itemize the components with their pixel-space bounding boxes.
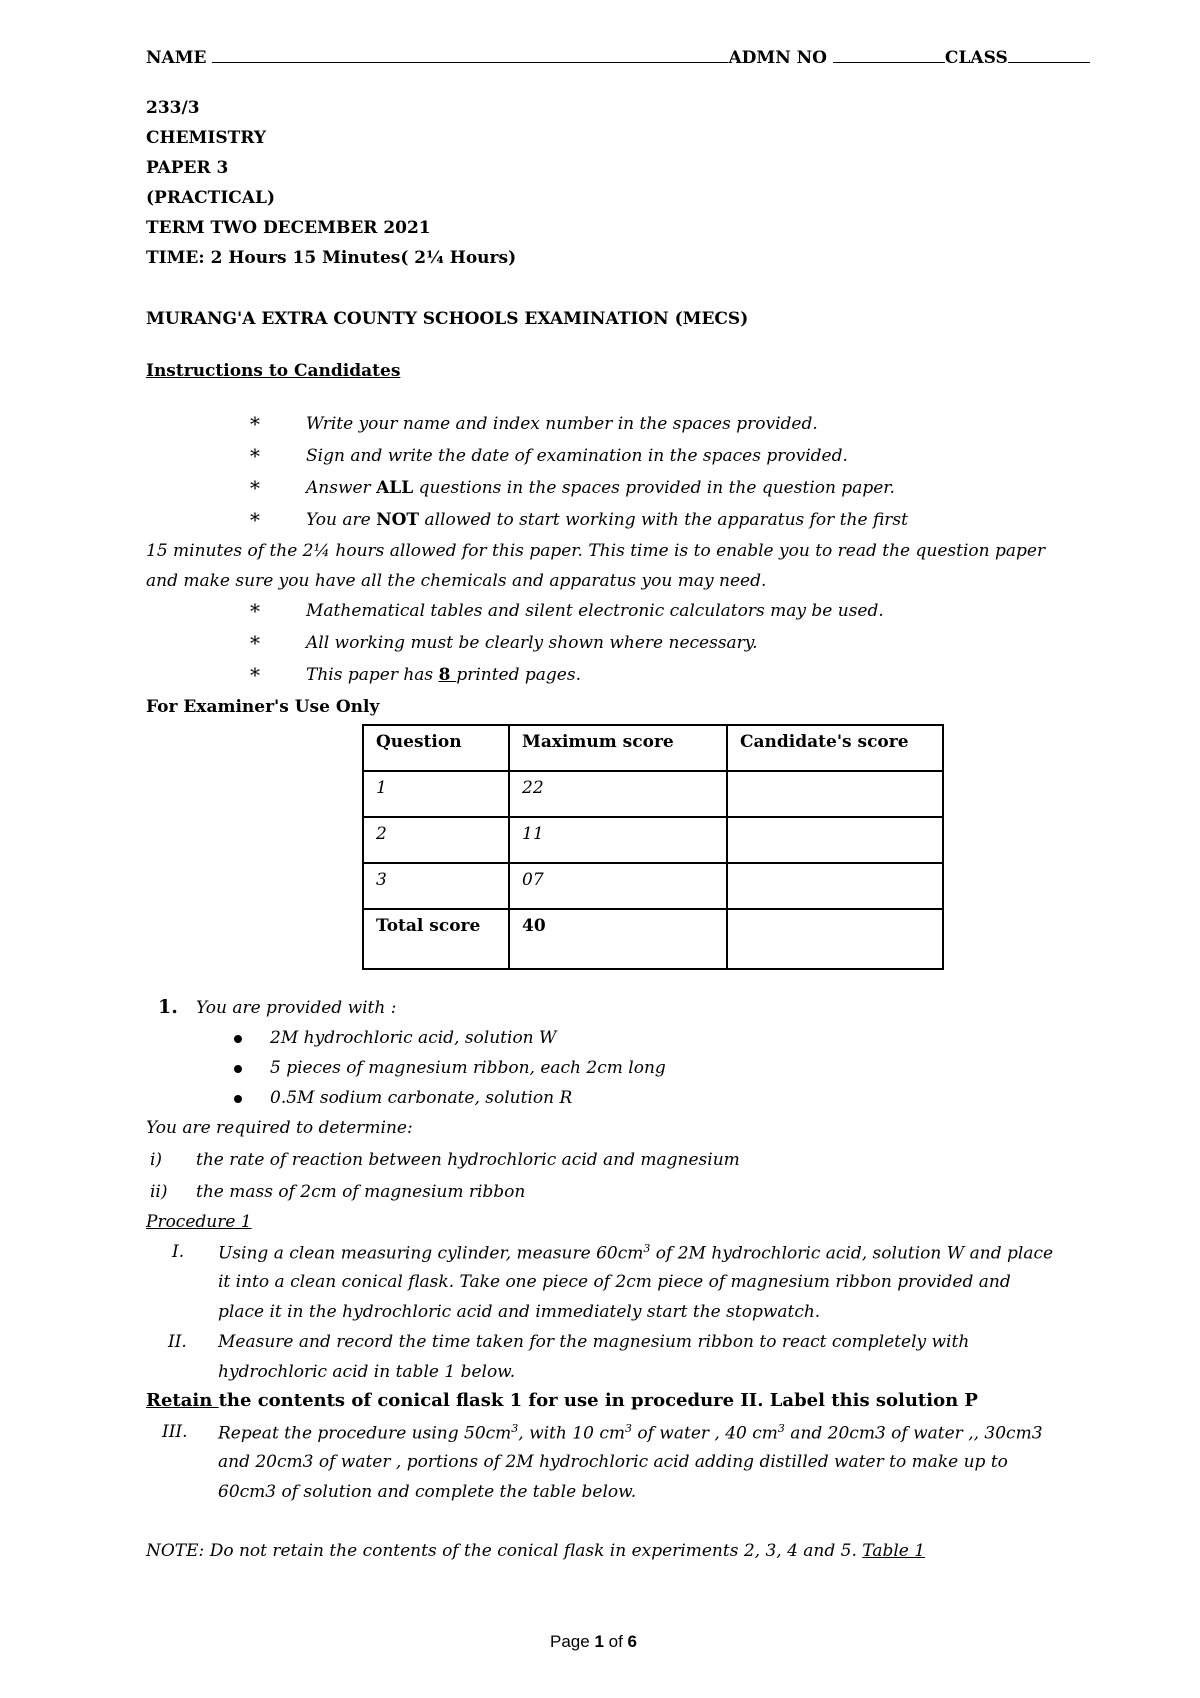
step-1-line-3: place it in the hydrochloric acid and immediately start the stopwatch. [218,1302,821,1322]
step-3-line-3: 60cm3 of solution and complete the table below. [218,1482,637,1502]
total-candidate-cell[interactable] [727,909,943,969]
step-1: I. Using a clean measuring cylinder, measure $60cm^3$ of 2M hydrochloric acid, solution W and place [172,1242,1054,1264]
time: TIME: 2 Hours 15 Minutes( 2¼ Hours) [146,248,517,268]
column-header: Maximum score [509,725,727,771]
step-2: II. Measure and record the time taken for the magnesium ribbon to react completely with [168,1332,970,1352]
instruction-1: * Write your name and index number in the spaces provided. [250,412,818,436]
list-item: 2M hydrochloric acid, solution W [234,1028,242,1048]
paper-code: 233/3 [146,98,200,118]
list-item: 5 pieces of magnesium ribbon, each 2cm long [234,1058,242,1078]
class-blank[interactable] [1008,62,1090,63]
total-max-cell: 40 [509,909,727,969]
table-row [363,771,943,817]
table-row-total [363,909,943,969]
admn-label: ADMN NO [728,48,827,68]
q1-required: You are required to determine: [146,1118,413,1138]
bullet-icon [234,1035,242,1043]
instruction-5: * Mathematical tables and silent electronic calculators may be used. [250,599,884,623]
asterisk-icon: * [250,412,260,436]
asterisk-icon: * [250,444,260,468]
page-number: Page 1 of 6 [550,1632,637,1651]
candidate-score-cell[interactable] [727,863,943,909]
table-row [363,863,943,909]
subject: CHEMISTRY [146,128,266,148]
exam-title: MURANG'A EXTRA COUNTY SCHOOLS EXAMINATION (MECS) [146,309,749,329]
name-label: NAME [146,48,207,68]
question-cell: 3 [363,863,509,909]
total-label-cell: Total score [363,909,509,969]
class-label: CLASS [944,48,1008,68]
question-cell: 1 [363,771,509,817]
required-item-1: i) the rate of reaction between hydrochloric acid and magnesium [150,1150,740,1170]
instruction-4: * You are NOT allowed to start working with the apparatus for the first [250,508,908,532]
step-3: III. Repeat the procedure using $50cm^3$, with 10 $cm^3$ of water , 40 $cm^3$ and 20cm3 of water ,, 30cm3 [162,1422,1043,1444]
paper-type: (PRACTICAL) [146,188,275,208]
step-3-line-2: and 20cm3 of water , portions of 2M hydrochloric acid adding distilled water to make up to [218,1452,1008,1472]
asterisk-icon: * [250,599,260,623]
instruction-3: * Answer ALL questions in the spaces provided in the question paper. [250,476,895,500]
name-field[interactable] [146,48,1090,68]
max-score-cell: 11 [509,817,727,863]
paper-number: PAPER 3 [146,158,229,178]
list-item: 0.5M sodium carbonate, solution R [234,1088,242,1108]
instruction-6: * All working must be clearly shown where necessary. [250,631,758,655]
asterisk-icon: * [250,476,260,500]
column-header: Candidate's score [727,725,943,771]
term: TERM TWO DECEMBER 2021 [146,218,431,238]
examiner-heading: For Examiner's Use Only [146,697,380,717]
name-blank[interactable] [212,62,728,63]
table-header-row [363,725,943,771]
candidate-score-cell[interactable] [727,817,943,863]
asterisk-icon: * [250,631,260,655]
instruction-4-cont-1: 15 minutes of the 2¼ hours allowed for this paper. This time is to enable you to read the question paper [146,541,1046,561]
instruction-4-cont-2: and make sure you have all the chemicals and apparatus you may need. [146,571,767,591]
candidate-score-cell[interactable] [727,771,943,817]
table-row [363,817,943,863]
examiner-score-table [362,724,944,970]
asterisk-icon: * [250,663,260,687]
retain-instruction: Retain the contents of conical flask 1 for use in procedure II. Label this solution P [146,1390,978,1411]
table-1-label: Table 1 [862,1541,926,1561]
instruction-7: * This paper has 8 printed pages. [250,663,581,687]
step-1-line-2: it into a clean conical flask. Take one piece of 2cm piece of magnesium ribbon provided and [218,1272,1011,1292]
column-header: Question [363,725,509,771]
bullet-icon [234,1065,242,1073]
max-score-cell: 07 [509,863,727,909]
question-cell: 2 [363,817,509,863]
q1-intro: You are provided with : [196,998,397,1018]
bullet-icon [234,1095,242,1103]
note: NOTE: Do not retain the contents of the conical flask in experiments 2, 3, 4 and 5. Table 1 [146,1541,926,1561]
required-item-2: ii) the mass of 2cm of magnesium ribbon [150,1182,526,1202]
max-score-cell: 22 [509,771,727,817]
admn-blank[interactable] [833,62,945,63]
step-2-line-2: hydrochloric acid in table 1 below. [218,1362,516,1382]
question-number: 1. [158,996,178,1018]
procedure-heading: Procedure 1 [146,1212,252,1232]
instruction-2: * Sign and write the date of examination in the spaces provided. [250,444,848,468]
instructions-heading: Instructions to Candidates [146,361,401,381]
asterisk-icon: * [250,508,260,532]
